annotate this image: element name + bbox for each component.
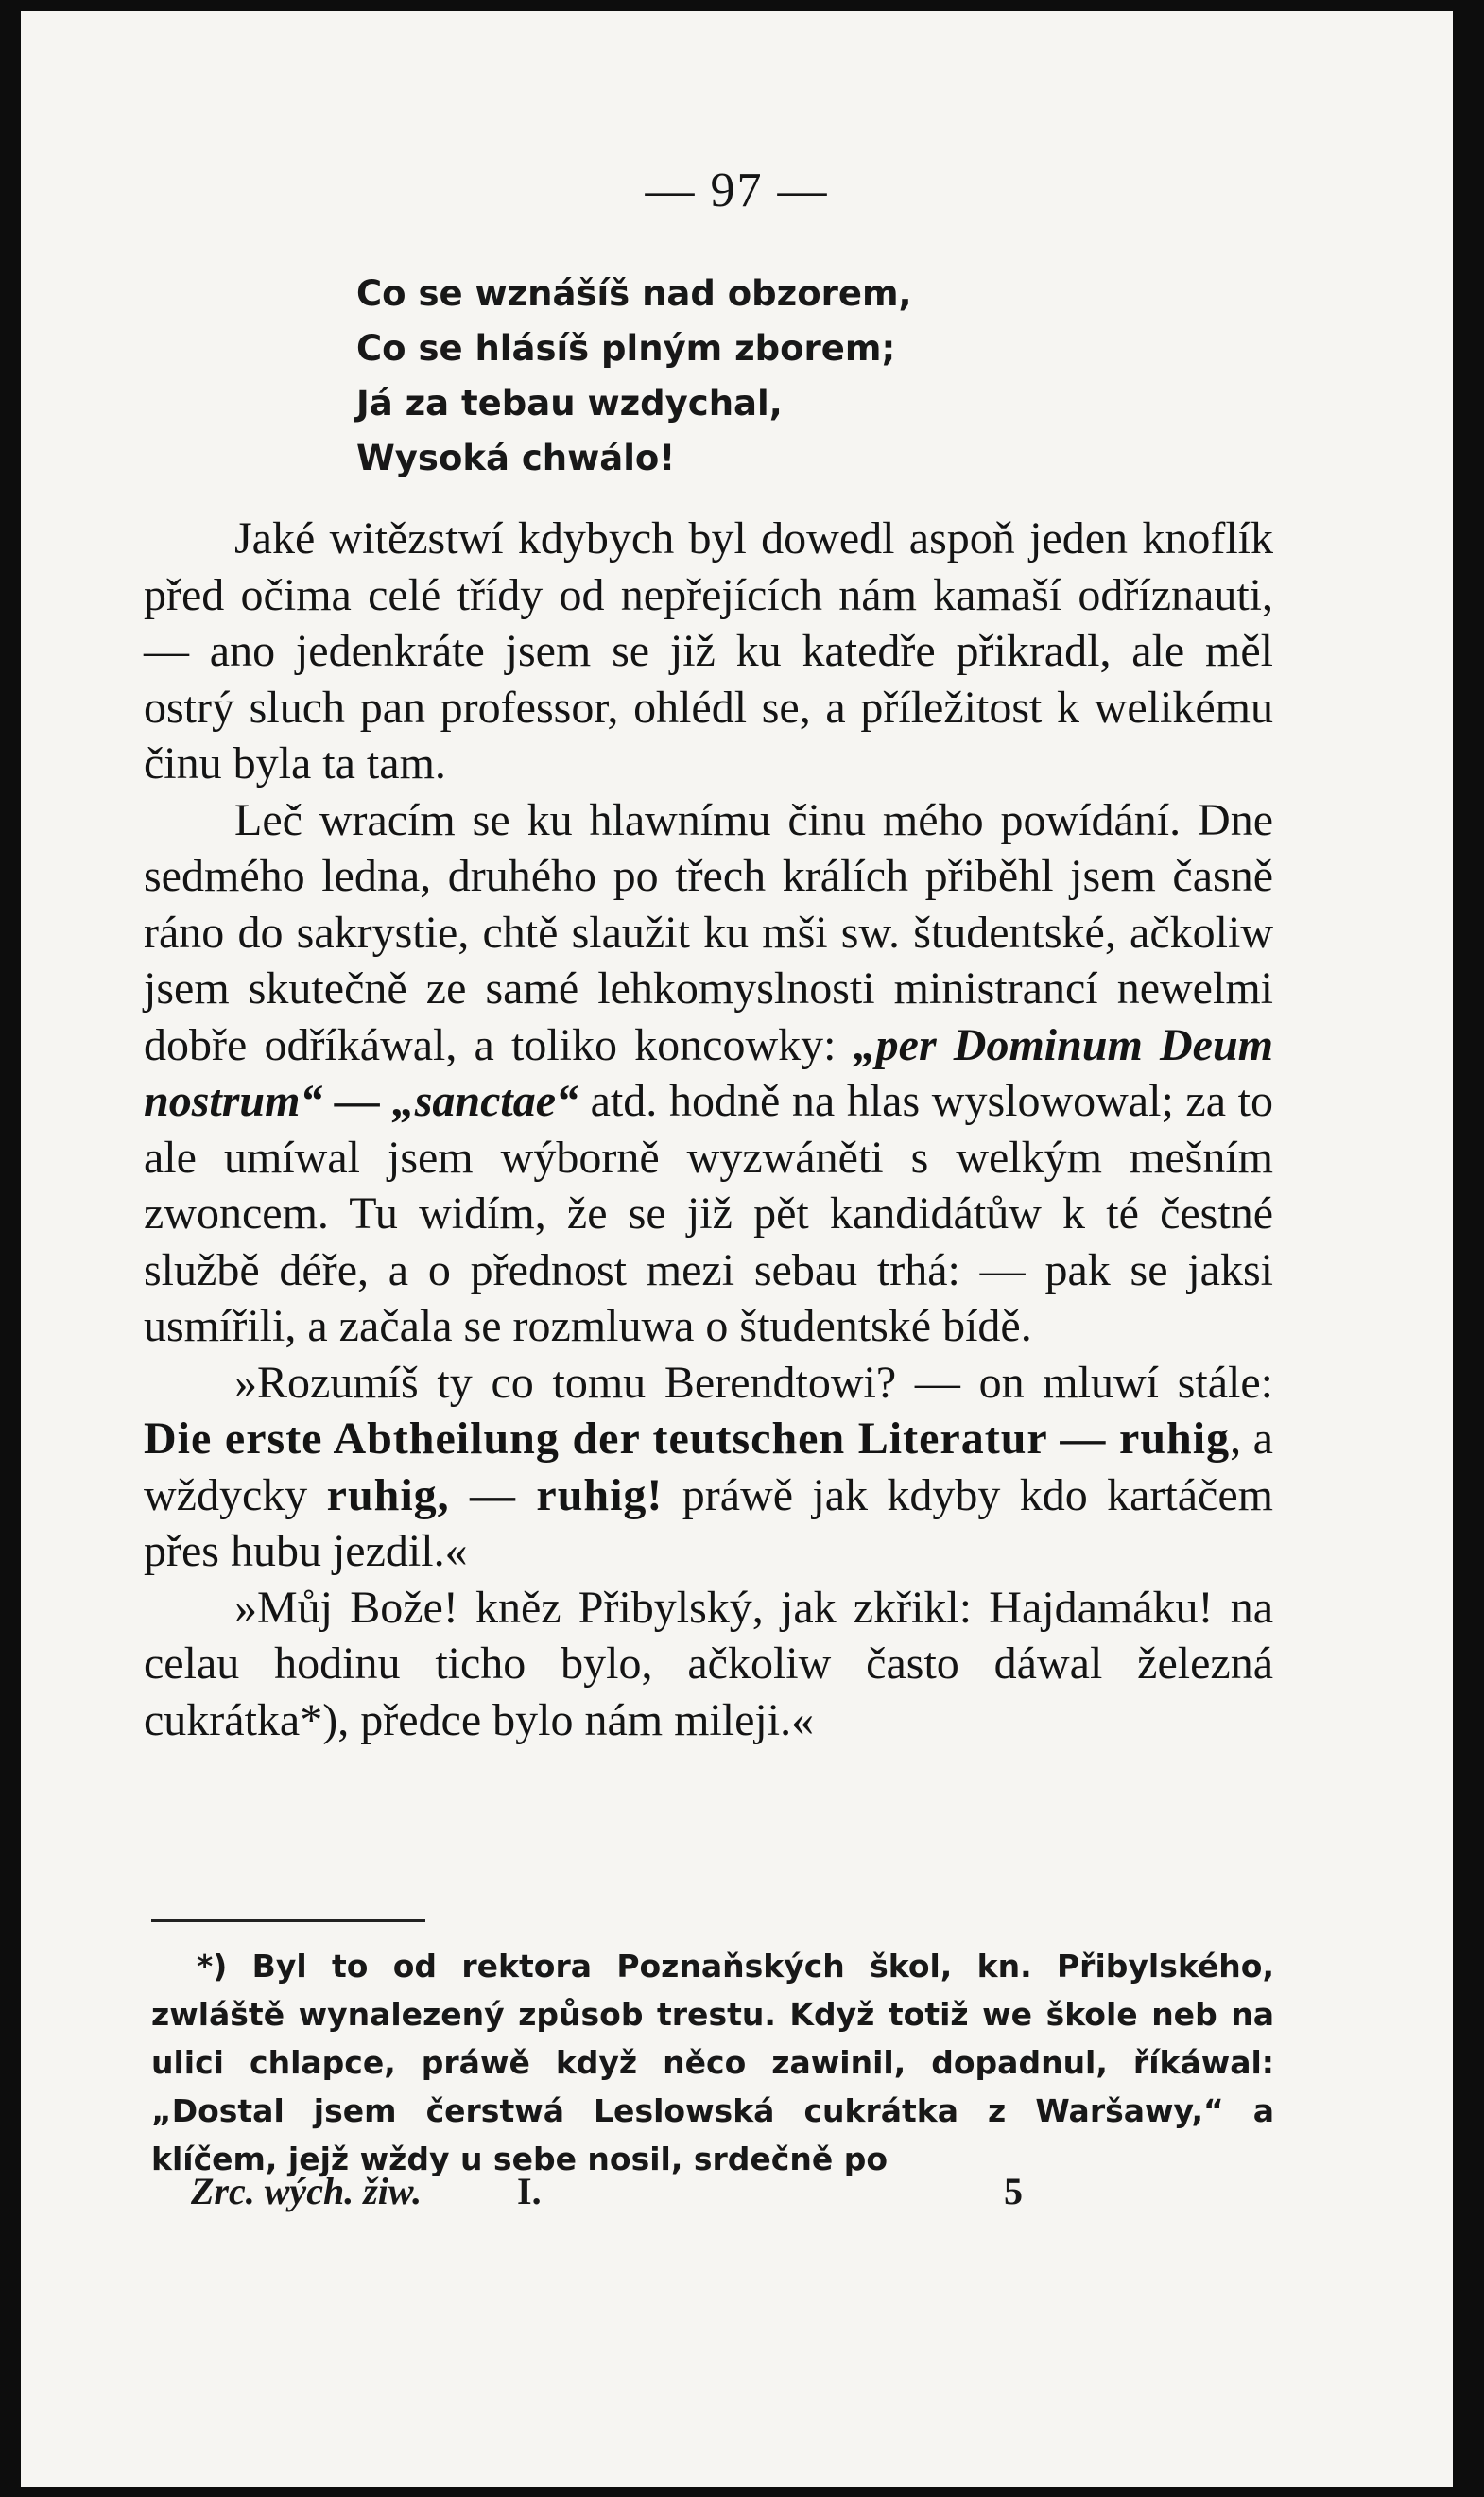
paragraph — [144, 511, 1273, 792]
signature-volume: I. — [517, 2170, 542, 2212]
book-page — [21, 11, 1453, 2487]
latin-phrase: „per Dominum Deum nostrum“ — „sanctae“ — [144, 1019, 1274, 1126]
text-run: Jaké witězstwí kdybych byl dowedl aspoň jeden knoflík před očima celé třídy od nepřejících nám kamaší odříznauti, — ano jedenkráte jsem se již ku katedře přikradl, ale měl ostrý sluch pan professor, ohlédl se, a příležitost k welikému činu byla ta tam. — [144, 513, 1273, 789]
footnote-text: *) Byl to od rektora Poznaňských škol, kn. Přibylského, zwláště wynalezený způsob trestu. Když totiž we škole neb na ulici chlapce, práwě když něco zawinil, dopadnul, říkáwal: „Dostal jsem čerstwá Leslowská cukrátka z Waršawy,“ a klíčem, jejž wždy u sebe nosil, srdečně po — [151, 1948, 1274, 2177]
german-phrase: ruhig, — ruhig! — [326, 1469, 664, 1520]
text-run: »Můj Bože! kněz Přibylský, jak zkřikl: Hajdamáku! na celau hodinu ticho bylo, ačkoliw často dáwal železná cukrátka*), předce bylo nám mileji.« — [144, 1582, 1273, 1745]
paragraph — [144, 1355, 1273, 1580]
page-number: — 97 — — [645, 164, 829, 217]
text-run: »Rozumíš ty co tomu Berendtowi? — on mluwí stále: — [234, 1357, 1273, 1408]
poem-line: Já za tebau wzdychal, — [356, 383, 783, 424]
poem-line: Co se wznášíš nad obzorem, — [356, 273, 912, 314]
text-run: práwě jak kdyby kdo kartáčem přes hubu jezdil.« — [144, 1469, 1274, 1576]
paragraph — [144, 792, 1273, 1355]
printer-signature — [191, 2169, 1042, 2213]
text-run: Leč wracím se ku hlawnímu činu mého powídání. Dne sedmého ledna, druhého po třech králích přiběhl jsem časně ráno do sakrystie, chtě slaužit ku mši sw. študentské, ačkoliw jsem skutečně ze samé lehkomyslnosti ministrancí newelmi dobře odříkáwal, a toliko koncowky: — [144, 794, 1273, 1070]
signature-title: Zrc. wých. žiw. — [191, 2170, 423, 2212]
text-run: , a wždycky — [144, 1413, 1273, 1520]
text-run: atd. hodně na hlas wyslowowal; za to ale umíwal jsem wýborně wyzwáněti s welkým mešním zwoncem. Tu widím, že se již pět kandidátůw k té čestné službě déře, a o přednost mezi sebau trhá: — pak se jaksi usmířili, a začala se rozmluwa o študentské bídě. — [144, 1076, 1274, 1351]
main-text — [144, 511, 1273, 1748]
poem-line: Co se hlásíš plným zborem; — [356, 328, 896, 369]
poem-verse — [356, 267, 912, 486]
german-phrase: Die erste Abtheilung der teutschen Literatur — ruhig — [144, 1413, 1231, 1464]
paragraph — [144, 1580, 1273, 1749]
footnote — [151, 1942, 1274, 2183]
signature-sheet-number: 5 — [1004, 2170, 1023, 2212]
footnote-divider — [151, 1919, 425, 1922]
poem-line: Wysoká chwálo! — [356, 438, 676, 478]
